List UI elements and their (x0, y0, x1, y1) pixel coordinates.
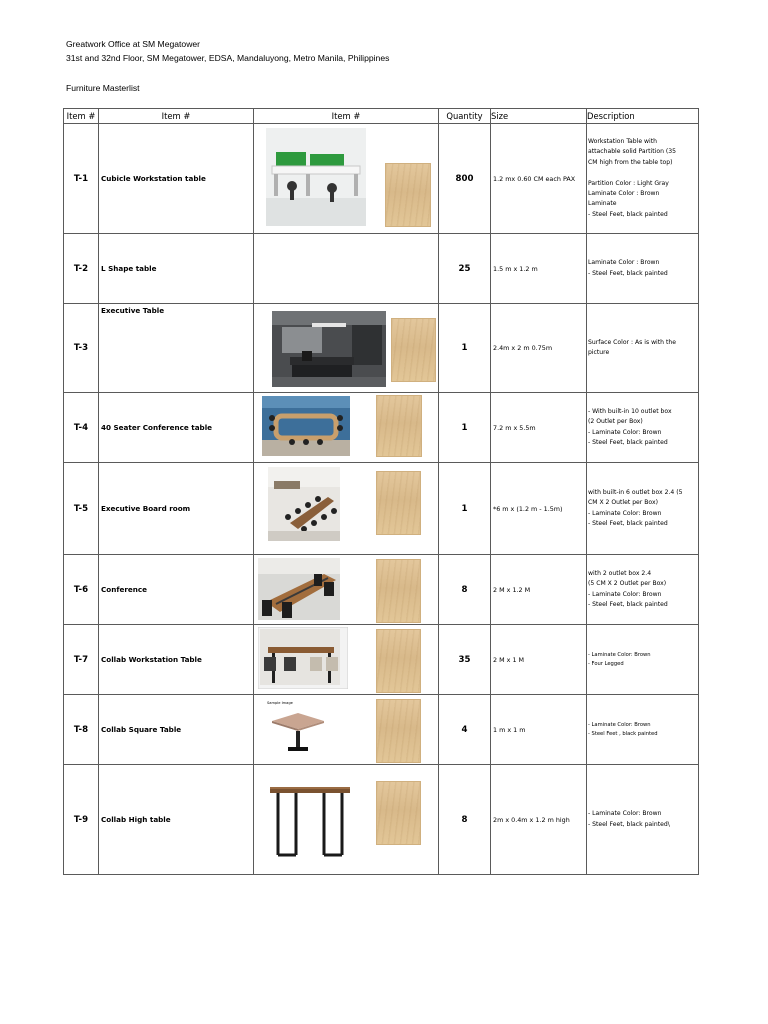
table-row (64, 765, 699, 875)
laminate-swatch (385, 163, 431, 227)
item-description: - With built-in 10 outlet box (2 Outlet per Box) - Laminate Color: Brown - Steel Feet, black painted (587, 393, 699, 463)
item-name: Executive Table (99, 304, 254, 393)
item-code: T-6 (64, 555, 99, 625)
collab-workstation-photo (258, 627, 348, 689)
col-header-code: Item # (64, 109, 99, 124)
workstation-photo (266, 128, 366, 226)
item-images (254, 463, 439, 555)
document-title: Furniture Masterlist (66, 83, 140, 93)
item-images (254, 304, 439, 393)
laminate-swatch (391, 318, 436, 382)
table-row (64, 234, 699, 304)
laminate-swatch (376, 559, 421, 623)
item-description: Laminate Color : Brown - Steel Feet, black painted (587, 234, 699, 304)
item-images (254, 393, 439, 463)
item-code: T-8 (64, 695, 99, 765)
item-name: Executive Board room (99, 463, 254, 555)
item-images (254, 234, 439, 304)
laminate-swatch (376, 699, 421, 763)
item-code: T-2 (64, 234, 99, 304)
item-name: Cubicle Workstation table (99, 124, 254, 234)
item-quantity: 8 (439, 555, 491, 625)
item-description: - Laminate Color: Brown - Four Legged (587, 625, 699, 695)
square-table-photo (268, 709, 328, 755)
furniture-table (63, 108, 699, 875)
boardroom-photo (268, 467, 340, 541)
table-row (64, 124, 699, 234)
item-images (254, 625, 439, 695)
col-header-name: Item # (99, 109, 254, 124)
col-header-description: Description (587, 109, 699, 124)
col-header-size: Size (491, 109, 587, 124)
col-header-image: Item # (254, 109, 439, 124)
item-quantity: 1 (439, 393, 491, 463)
table-row (64, 304, 699, 393)
item-size: 2.4m x 2 m 0.75m (491, 304, 587, 393)
item-size: 1.5 m x 1.2 m (491, 234, 587, 304)
item-name: 40 Seater Conference table (99, 393, 254, 463)
col-header-quantity: Quantity (439, 109, 491, 124)
item-size: 2 M x 1 M (491, 625, 587, 695)
item-code: T-4 (64, 393, 99, 463)
item-name: Collab High table (99, 765, 254, 875)
item-size: 1 m x 1 m (491, 695, 587, 765)
laminate-swatch (376, 629, 421, 693)
item-description: with 2 outlet box 2.4 (5 CM X 2 Outlet per Box) - Laminate Color: Brown - Steel Feet, black painted (587, 555, 699, 625)
item-code: T-5 (64, 463, 99, 555)
item-images (254, 124, 439, 234)
high-table-photo (268, 785, 352, 857)
company-title: Greatwork Office at SM Megatower (66, 39, 201, 49)
item-description: with built-in 6 outlet box 2.4 (5 CM X 2 Outlet per Box) - Laminate Color: Brown - Steel Feet, black painted (587, 463, 699, 555)
item-code: T-7 (64, 625, 99, 695)
laminate-swatch (376, 395, 422, 457)
table-header-row (64, 109, 699, 124)
item-name: Conference (99, 555, 254, 625)
item-description: - Laminate Color: Brown - Steel Feet , black painted (587, 695, 699, 765)
conference-photo (258, 558, 340, 620)
item-description: Workstation Table with attachable solid Partition (35 CM high from the table top) Partition Color : Light Gray Laminate Color : Brown Laminate - Steel Feet, black painted (587, 124, 699, 234)
item-name: Collab Workstation Table (99, 625, 254, 695)
item-quantity: 8 (439, 765, 491, 875)
table-row (64, 625, 699, 695)
item-code: T-3 (64, 304, 99, 393)
item-quantity: 4 (439, 695, 491, 765)
item-quantity: 1 (439, 463, 491, 555)
item-name: Collab Square Table (99, 695, 254, 765)
item-description: Surface Color : As is with the picture (587, 304, 699, 393)
item-quantity: 35 (439, 625, 491, 695)
item-size: 1.2 mx 0.60 CM each PAX (491, 124, 587, 234)
table-row (64, 463, 699, 555)
conference-40-photo (262, 396, 350, 456)
item-description: - Laminate Color: Brown - Steel Feet, black painted\ (587, 765, 699, 875)
item-code: T-9 (64, 765, 99, 875)
table-row (64, 393, 699, 463)
laminate-swatch (376, 781, 421, 845)
item-images (254, 765, 439, 875)
table-row (64, 695, 699, 765)
table-row (64, 555, 699, 625)
laminate-swatch (376, 471, 421, 535)
item-images (254, 695, 439, 765)
item-images (254, 555, 439, 625)
item-size: *6 m x (1.2 m - 1.5m) (491, 463, 587, 555)
item-quantity: 1 (439, 304, 491, 393)
item-quantity: 25 (439, 234, 491, 304)
item-quantity: 800 (439, 124, 491, 234)
item-size: 2 M x 1.2 M (491, 555, 587, 625)
item-size: 7.2 m x 5.5m (491, 393, 587, 463)
company-address: 31st and 32nd Floor, SM Megatower, EDSA, Mandaluyong, Metro Manila, Philippines (66, 53, 390, 63)
item-name: L Shape table (99, 234, 254, 304)
image-caption: Sample Image (267, 701, 293, 705)
executive-table-photo (272, 311, 386, 387)
item-code: T-1 (64, 124, 99, 234)
item-size: 2m x 0.4m x 1.2 m high (491, 765, 587, 875)
